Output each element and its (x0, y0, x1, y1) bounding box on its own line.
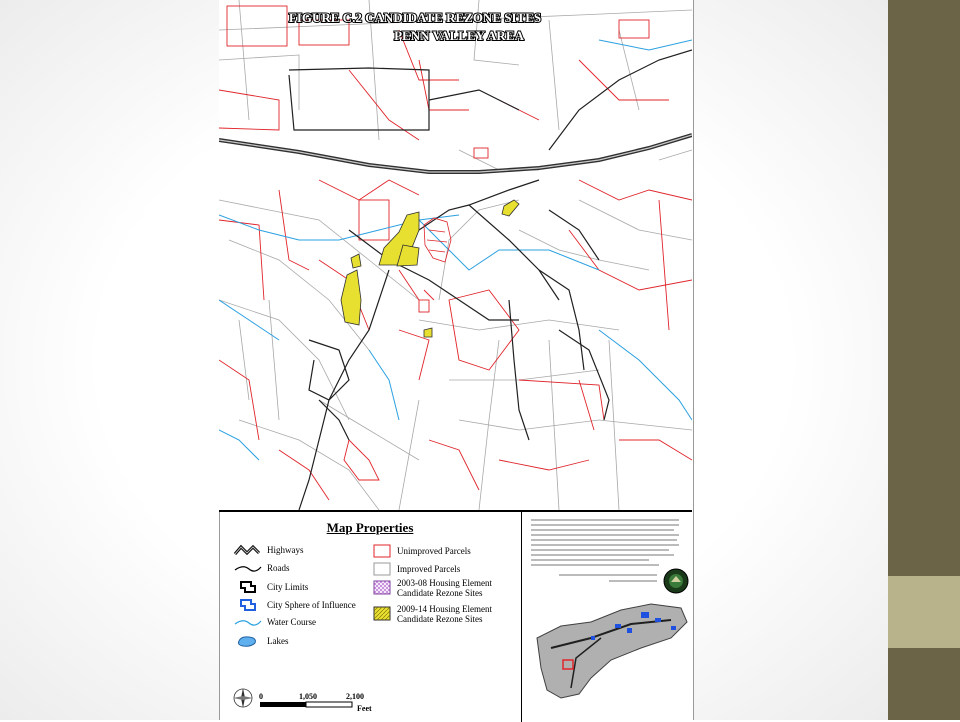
map-legend-panel (219, 510, 692, 722)
legend-label-lakes: Lakes (267, 636, 289, 646)
north-arrow-icon (231, 686, 255, 710)
legend-label-unimproved: Unimproved Parcels (397, 546, 471, 556)
scale-tick-2100: 2,100 (346, 692, 364, 701)
legend-item-water-course (233, 616, 316, 628)
scale-tick-1050: 1,050 (299, 692, 317, 701)
water-course-symbol-icon (233, 616, 263, 628)
legend-item-housing-2003 (371, 578, 521, 598)
scale-bar (259, 700, 359, 710)
legend-label-improved: Improved Parcels (397, 564, 461, 574)
housing-2003-swatch-icon (371, 580, 393, 596)
legend-label-city-sphere: City Sphere of Influence (267, 600, 356, 610)
legend-label-roads: Roads (267, 563, 290, 573)
legend-label-housing-2009: 2009-14 Housing Element Candidate Rezone Sites (397, 604, 492, 624)
legend-item-improved (371, 562, 460, 576)
legend-item-highways (233, 544, 304, 556)
county-seal-icon (663, 568, 689, 594)
housing-2009-swatch-icon (371, 606, 393, 622)
disclaimer-text-block (529, 516, 684, 571)
legend-item-lakes (233, 634, 289, 648)
map-frame[interactable] (219, 0, 692, 510)
legend-item-unimproved (371, 544, 471, 558)
road-symbol-icon (233, 562, 263, 574)
legend-item-city-limits (233, 580, 308, 594)
legend-label-water-course: Water Course (267, 617, 317, 627)
map-canvas[interactable] (219, 0, 692, 510)
prepared-by-text-block (539, 572, 659, 586)
improved-parcel-swatch-icon (371, 562, 393, 576)
scale-tick-0: 0 (259, 692, 263, 701)
panel-divider (521, 512, 522, 722)
legend-label-housing-2003: 2003-08 Housing Element Candidate Rezone Sites (397, 578, 492, 598)
city-sphere-symbol-icon (233, 598, 263, 612)
highway-symbol-icon (233, 544, 263, 556)
locator-inset-map (531, 598, 689, 718)
lake-symbol-icon (233, 634, 263, 648)
legend-label-city-limits: City Limits (267, 582, 309, 592)
legend-item-city-sphere (233, 598, 356, 612)
legend-item-housing-2009 (371, 604, 521, 624)
legend-title: Map Properties (326, 520, 414, 535)
slide-side-accent (888, 576, 960, 648)
unimproved-parcel-swatch-icon (371, 544, 393, 558)
city-limits-symbol-icon (233, 580, 263, 594)
scale-unit: Feet (357, 704, 372, 713)
map-title-line1: FIGURE C.2 CANDIDATE REZONE SITES (288, 10, 542, 25)
map-title-line2: PENN VALLEY AREA (394, 28, 524, 43)
legend-item-roads (233, 562, 290, 574)
legend-label-highways: Highways (267, 545, 304, 555)
